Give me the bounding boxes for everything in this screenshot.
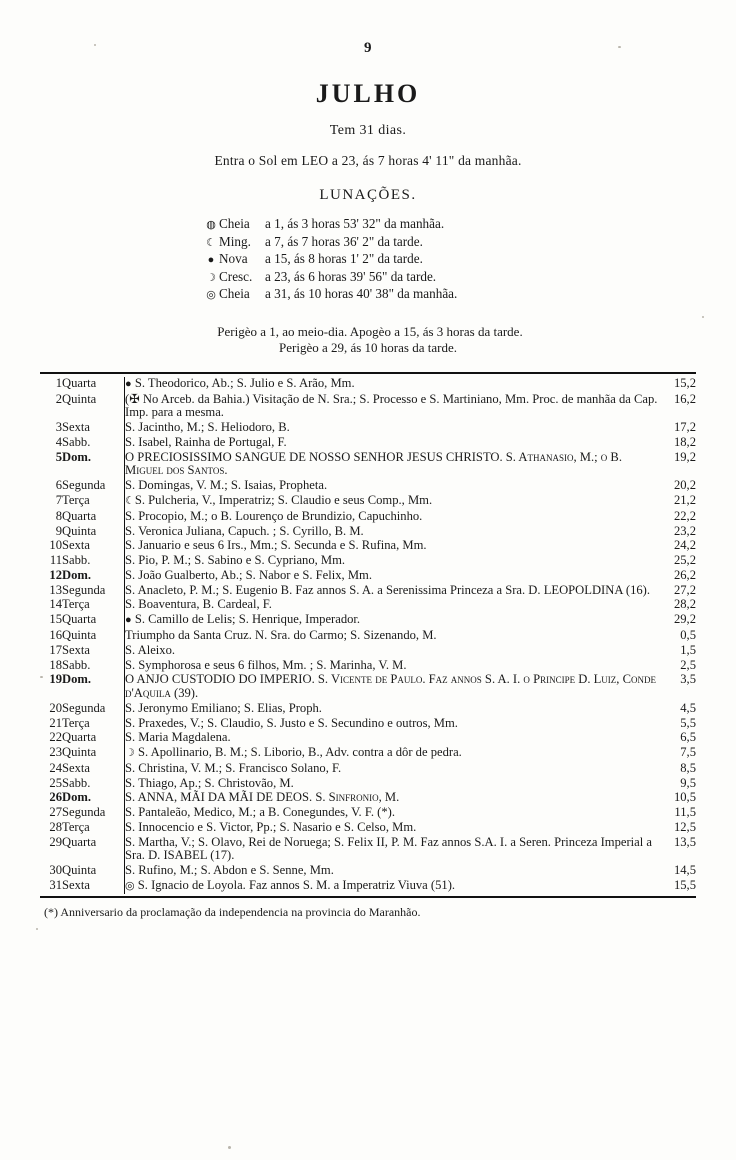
cell-day: 14 xyxy=(49,597,62,612)
moon-phase-first-quarter-icon: ☽ xyxy=(206,271,216,284)
table-row xyxy=(40,628,696,643)
lunation-time: a 15, ás 8 horas 1' 2" da tarde. xyxy=(265,251,423,266)
calendar-table-body xyxy=(40,377,696,895)
cell-day: 1 xyxy=(55,376,62,391)
cell-number: 10,5 xyxy=(673,790,696,805)
cell-number: 0,5 xyxy=(680,628,696,642)
cell-weekday: Quarta xyxy=(62,376,97,391)
cell-day: 12 xyxy=(49,567,62,582)
table-row xyxy=(40,835,696,863)
sun-entry-line: Entra o Sol em LEO a 23, ás 7 horas 4' 11" da manhãa. xyxy=(214,153,522,168)
saint-text: S. João Gualberto, Ab.; S. Nabor e S. Felix, Mm. xyxy=(125,567,372,582)
cell-weekday: Quinta xyxy=(62,745,97,760)
saint-text: S. Domingas, V. M.; S. Isaias, Propheta. xyxy=(125,478,328,493)
lunation-phase: Cresc. xyxy=(219,268,253,284)
cell-day: 11 xyxy=(49,553,62,568)
saint-text: O ANJO CUSTODIO DO IMPERIO. S. Vicente de Paulo. Faz annos S. A. I. o Principe D. Luiz, Conde d'Aquila (39). xyxy=(125,672,656,700)
saint-text: O PRECIOSISSIMO SANGUE DE NOSSO SENHOR JESUS CHRISTO. S. Athanasio, M.; o B. Miguel dos Santos. xyxy=(125,449,622,478)
table-row xyxy=(40,554,696,569)
perigee-line-2: Perigèo a 29, ás 10 horas da tarde. xyxy=(279,339,457,355)
lunation-row xyxy=(203,286,533,304)
table-row xyxy=(40,745,696,761)
cell-weekday: Sabb. xyxy=(62,435,91,450)
cell-weekday: Terça xyxy=(62,819,90,834)
cell-day: 30 xyxy=(49,863,62,878)
lunation-row xyxy=(203,251,533,269)
lunations-list xyxy=(203,216,533,304)
cell-weekday: Terça xyxy=(62,492,90,507)
cell-text xyxy=(125,643,663,658)
cell-weekday: Quarta xyxy=(62,508,97,523)
paper-speck xyxy=(702,316,704,318)
cell-text xyxy=(125,628,663,643)
lunation-time: a 7, ás 7 horas 36' 2" da tarde. xyxy=(265,233,423,249)
cell-day: 4 xyxy=(55,435,62,450)
cell-text xyxy=(125,524,663,539)
cell-text xyxy=(125,435,663,450)
cell-text xyxy=(125,509,663,524)
table-row xyxy=(40,568,696,583)
table-row xyxy=(40,658,696,673)
table-row xyxy=(40,583,696,598)
cell-day: 17 xyxy=(49,642,62,657)
cell-text xyxy=(125,539,663,554)
moon-phase-icon: ● xyxy=(125,614,132,627)
saint-text: S. Procopio, M.; o B. Lourenço de Brundizio, Capuchinho. xyxy=(125,508,423,523)
cell-day: 5 xyxy=(55,449,62,464)
table-row xyxy=(40,377,696,393)
cell-weekday: Sexta xyxy=(62,420,90,435)
moon-phase-new-icon: ● xyxy=(207,254,215,266)
paper-speck xyxy=(40,676,43,678)
cell-text xyxy=(125,716,663,731)
table-row xyxy=(40,776,696,791)
cell-day: 2 xyxy=(55,391,62,406)
moon-phase-full-icon: ◍ xyxy=(206,219,216,231)
cell-number: 19,2 xyxy=(673,449,696,464)
cell-day: 18 xyxy=(49,657,62,672)
cell-number: 28,2 xyxy=(673,597,696,612)
moon-phase-icon: ☾ xyxy=(125,494,135,507)
cell-day: 16 xyxy=(49,628,62,642)
cell-number: 8,5 xyxy=(680,760,696,775)
saint-text: S. Anacleto, P. M.; S. Eugenio B. Faz annos S. A. a Serenissima Princeza a Sra. D. LEOPOLDINA (16). xyxy=(125,582,651,597)
cell-text xyxy=(125,761,663,776)
cell-text xyxy=(125,613,663,629)
table-row xyxy=(40,524,696,539)
saint-text: S. Januario e seus 6 Irs., Mm.; S. Secunda e S. Rufina, Mm. xyxy=(125,538,427,553)
moon-phase-last-quarter-icon: ☾ xyxy=(206,236,216,249)
calendar-table xyxy=(40,377,696,895)
cell-day: 24 xyxy=(49,760,62,775)
table-row xyxy=(40,450,696,478)
cell-day: 29 xyxy=(49,834,62,849)
lunation-time: a 23, ás 6 horas 39' 56" da tarde. xyxy=(265,268,437,284)
cell-number: 4,5 xyxy=(680,700,696,715)
cell-text xyxy=(125,568,663,583)
moon-phase-icon: ● xyxy=(125,378,132,391)
cell-weekday: Dom. xyxy=(62,672,92,687)
saint-text: S. Veronica Juliana, Capuch. ; S. Cyrillo, B. M. xyxy=(125,523,364,538)
table-row xyxy=(40,539,696,554)
moon-phase-icon: ◎ xyxy=(125,879,135,892)
cell-text xyxy=(125,479,663,494)
cell-weekday: Segunda xyxy=(62,700,106,715)
cell-day: 8 xyxy=(55,508,62,523)
cell-day: 9 xyxy=(55,523,62,538)
page-number: 9 xyxy=(364,40,372,56)
cell-number: 18,2 xyxy=(673,435,696,450)
lunation-phase: Cheia xyxy=(219,216,250,231)
cell-text xyxy=(125,731,663,746)
cell-day: 10 xyxy=(49,538,62,553)
cell-day: 13 xyxy=(49,582,62,597)
days-in-month: Tem 31 dias. xyxy=(329,123,407,138)
lunation-phase: Ming. xyxy=(219,233,251,249)
cell-weekday: Quinta xyxy=(62,391,97,406)
paper-speck xyxy=(94,44,96,46)
perigee-apogee-block xyxy=(0,324,736,356)
lunation-time: a 31, ás 10 horas 40' 38" da manhãa. xyxy=(265,286,458,301)
lunation-time: a 1, ás 3 horas 53' 32" da manhãa. xyxy=(265,216,445,231)
cell-day: 26 xyxy=(49,790,62,805)
saint-text: S. Praxedes, V.; S. Claudio, S. Justo e S. Secundino e outros, Mm. xyxy=(125,715,458,730)
cell-text xyxy=(125,806,663,821)
cell-weekday: Sexta xyxy=(62,642,90,657)
saint-text: S. Boaventura, B. Cardeal, F. xyxy=(125,597,272,612)
cell-day: 23 xyxy=(49,745,62,760)
lunations-heading: LUNAÇÕES. xyxy=(319,187,417,203)
cell-text xyxy=(125,392,663,420)
lunation-row xyxy=(203,234,533,252)
cell-text xyxy=(125,878,663,894)
cell-day: 31 xyxy=(49,877,62,892)
cell-text xyxy=(125,450,663,478)
table-row xyxy=(40,509,696,524)
table-row xyxy=(40,806,696,821)
cell-weekday: Quinta xyxy=(62,863,97,878)
table-row xyxy=(40,716,696,731)
saint-text: S. Thiago, Ap.; S. Christovão, M. xyxy=(125,775,294,790)
table-row xyxy=(40,479,696,494)
cell-day: 27 xyxy=(49,805,62,820)
cell-text xyxy=(125,421,663,436)
cell-day: 7 xyxy=(55,492,62,507)
paper-speck xyxy=(618,46,621,48)
cell-weekday: Quinta xyxy=(62,523,97,538)
cell-text xyxy=(125,791,663,806)
cell-number: 25,2 xyxy=(673,553,696,568)
lunation-row xyxy=(203,216,533,234)
moon-phase-icon: ☽ xyxy=(125,747,135,760)
cell-weekday: Terça xyxy=(62,597,90,612)
cell-text xyxy=(125,554,663,569)
cell-weekday: Segunda xyxy=(62,582,106,597)
paper-speck xyxy=(36,928,38,930)
cell-number: 6,5 xyxy=(680,730,696,745)
saint-text: S. Theodorico, Ab.; S. Julio e S. Arão, Mm. xyxy=(134,376,355,391)
cell-day: 22 xyxy=(49,730,62,745)
cell-weekday: Sexta xyxy=(62,538,90,553)
cell-number: 21,2 xyxy=(673,492,696,507)
saint-text: S. Pantaleão, Medico, M.; a B. Conegundes, V. F. (*). xyxy=(125,805,395,820)
cell-text xyxy=(125,598,663,613)
cell-number: 16,2 xyxy=(673,391,696,406)
saint-text: S. Isabel, Rainha de Portugal, F. xyxy=(125,435,287,450)
saint-text: S. Maria Magdalena. xyxy=(125,730,231,745)
cell-weekday: Terça xyxy=(62,715,90,730)
saint-text: Triumpho da Santa Cruz. N. Sra. do Carmo; S. Sizenando, M. xyxy=(125,628,437,642)
cell-weekday: Sabb. xyxy=(62,657,91,672)
table-row xyxy=(40,791,696,806)
cell-day: 6 xyxy=(55,478,62,493)
lunation-row xyxy=(203,269,533,287)
cell-text xyxy=(125,864,663,879)
saint-text: S. Apollinario, B. M.; S. Liborio, B., Adv. contra a dôr de pedra. xyxy=(138,745,462,760)
cell-number: 9,5 xyxy=(680,775,696,790)
cell-text xyxy=(125,583,663,598)
cell-weekday: Sabb. xyxy=(62,775,91,790)
cell-number: 17,2 xyxy=(673,420,696,435)
cell-day: 19 xyxy=(49,672,62,687)
cell-number: 14,5 xyxy=(673,863,696,878)
cell-number: 5,5 xyxy=(680,715,696,730)
saint-text: S. ANNA, MÃI DA MÃI DE DEOS. S. Sinfronio, M. xyxy=(125,790,400,805)
lunation-phase: Cheia xyxy=(219,286,250,301)
table-row xyxy=(40,493,696,509)
cell-weekday: Sexta xyxy=(62,760,90,775)
cell-day: 28 xyxy=(49,819,62,834)
table-row xyxy=(40,435,696,450)
table-row xyxy=(40,392,696,420)
cell-text xyxy=(125,658,663,673)
cell-text xyxy=(125,745,663,761)
saint-text: S. Innocencio e S. Victor, Pp.; S. Nasario e S. Celso, Mm. xyxy=(125,819,417,834)
paper-speck xyxy=(228,1146,231,1149)
cell-weekday: Dom. xyxy=(62,567,92,582)
cell-day: 15 xyxy=(49,612,62,627)
cell-number: 22,2 xyxy=(673,508,696,523)
saint-text: S. Martha, V.; S. Olavo, Rei de Noruega; S. Felix II, P. M. Faz annos S.A. I. a Seren. Princeza Imperial a Sra. D. ISABEL (17). xyxy=(125,834,652,863)
cell-text xyxy=(125,673,663,701)
cell-day: 21 xyxy=(49,715,62,730)
saint-text: S. Pulcheria, V., Imperatriz; S. Claudio e seus Comp., Mm. xyxy=(134,492,433,507)
table-row xyxy=(40,701,696,716)
table-row xyxy=(40,421,696,436)
cell-weekday: Quinta xyxy=(62,628,97,642)
cell-text xyxy=(125,820,663,835)
lunation-phase: Nova xyxy=(219,251,248,266)
saint-text: S. Christina, V. M.; S. Francisco Solano, F. xyxy=(125,760,342,775)
cell-number: 23,2 xyxy=(673,523,696,538)
cell-weekday: Sexta xyxy=(62,877,90,892)
cell-number: 29,2 xyxy=(673,612,696,627)
table-row xyxy=(40,643,696,658)
cell-number: 26,2 xyxy=(673,567,696,582)
saint-text: S. Symphorosa e seus 6 filhos, Mm. ; S. Marinha, V. M. xyxy=(125,657,407,672)
cell-number: 11,5 xyxy=(674,805,696,820)
cell-number: 20,2 xyxy=(673,478,696,493)
saint-text: S. Camillo de Lelis; S. Henrique, Imperador. xyxy=(134,612,361,627)
saint-text: S. Pio, P. M.; S. Sabino e S. Cypriano, Mm. xyxy=(125,553,346,568)
cell-weekday: Segunda xyxy=(62,805,106,820)
saint-text: S. Rufino, M.; S. Abdon e S. Senne, Mm. xyxy=(125,863,334,878)
cell-weekday: Quarta xyxy=(62,612,97,627)
month-title: JULHO xyxy=(315,79,421,108)
table-row xyxy=(40,613,696,629)
cell-day: 25 xyxy=(49,775,62,790)
table-row xyxy=(40,731,696,746)
cell-text xyxy=(125,493,663,509)
cell-number: 13,5 xyxy=(673,834,696,849)
cell-number: 12,5 xyxy=(673,819,696,834)
cell-text xyxy=(125,776,663,791)
saint-text: S. Aleixo. xyxy=(125,642,176,657)
table-row xyxy=(40,598,696,613)
cell-weekday: Dom. xyxy=(62,449,92,464)
cell-day: 3 xyxy=(55,420,62,435)
table-row xyxy=(40,864,696,879)
footnote: (*) Anniversario da proclamação da independencia na provincia do Maranhão. xyxy=(44,905,421,920)
table-row xyxy=(40,761,696,776)
saint-text: S. Ignacio de Loyola. Faz annos S. M. a Imperatriz Viuva (51). xyxy=(137,877,456,892)
calendar-table-wrapper xyxy=(40,372,696,899)
cell-number: 7,5 xyxy=(680,745,696,760)
cell-day: 20 xyxy=(49,700,62,715)
saint-text: S. Jacintho, M.; S. Heliodoro, B. xyxy=(125,420,290,435)
table-row xyxy=(40,673,696,701)
cell-weekday: Quarta xyxy=(62,834,97,849)
cell-weekday: Segunda xyxy=(62,478,106,493)
cell-number: 24,2 xyxy=(673,538,696,553)
cell-number: 27,2 xyxy=(673,582,696,597)
cell-number: 2,5 xyxy=(680,657,696,672)
cell-number: 15,2 xyxy=(673,376,696,391)
saint-text: S. Jeronymo Emiliano; S. Elias, Proph. xyxy=(125,700,322,715)
cell-weekday: Dom. xyxy=(62,790,92,805)
cell-text xyxy=(125,701,663,716)
cell-text xyxy=(125,835,663,863)
cell-number: 15,5 xyxy=(673,877,696,892)
table-row xyxy=(40,878,696,894)
cell-number: 1,5 xyxy=(680,642,696,657)
cell-number: 3,5 xyxy=(680,672,696,687)
cell-weekday: Quarta xyxy=(62,730,97,745)
saint-text: (✠ No Arceb. da Bahia.) Visitação de N. Sra.; S. Processo e S. Martiniano, Mm. Proc. de manhãa da Cap. Imp. para a mesma. xyxy=(125,391,658,420)
table-row xyxy=(40,820,696,835)
moon-phase-full-icon: ◎ xyxy=(206,289,216,301)
cell-weekday: Sabb. xyxy=(62,553,91,568)
cell-text xyxy=(125,377,663,393)
perigee-line-1: Perigèo a 1, ao meio-dia. Apogèo a 15, ás 3 horas da tarde. xyxy=(217,323,523,339)
